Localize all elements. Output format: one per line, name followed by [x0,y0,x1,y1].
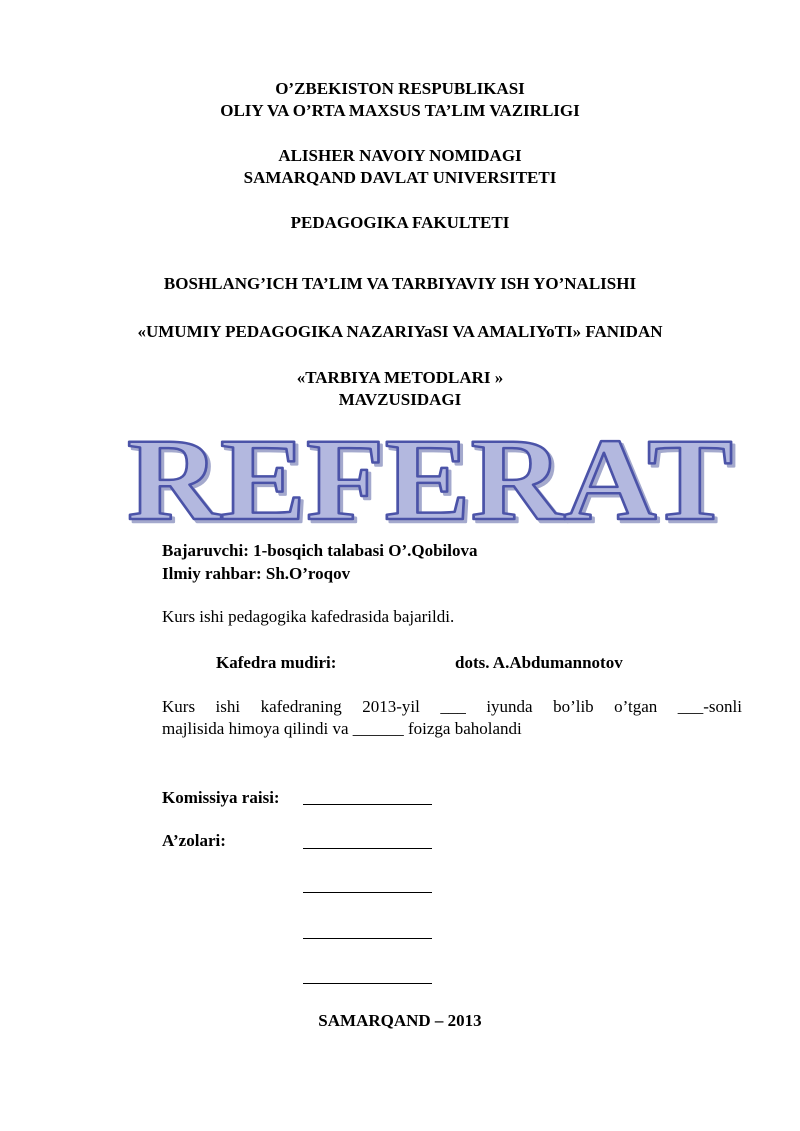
direction-heading: BOSHLANG’ICH TA’LIM VA TARBIYAVIY ISH YO’NALISHI [163,274,637,293]
topic-heading-line2: MAVZUSIDAGI [338,390,462,409]
chair-signature-line [303,804,432,805]
referat-title-art [120,420,740,530]
performer-line: Bajaruvchi: 1-bosqich talabasi O’.Qobilova [162,541,478,560]
subject-heading: «UMUMIY PEDAGOGIKA NAZARIYaSI VA AMALIYoTI» FANIDAN [137,322,663,341]
member-signature-line-4 [303,983,432,984]
department-note: Kurs ishi pedagogika kafedrasida bajarildi. [162,607,455,626]
university-heading-line2: SAMARQAND DAVLAT UNIVERSITETI [243,168,557,187]
topic-heading-line1: «TARBIYA METODLARI » [296,368,504,387]
department-head-label: Kafedra mudiri: [216,653,337,672]
commission-members-label: A’zolari: [162,831,226,850]
member-signature-line-1 [303,848,432,849]
defense-text-line2: majlisida himoya qilindi va ______ foizga baholandi [162,719,522,738]
member-signature-line-2 [303,892,432,893]
member-signature-line-3 [303,938,432,939]
ministry-heading: OLIY VA O’RTA MAXSUS TA’LIM VAZIRLIGI [220,101,580,120]
department-head-name: dots. A.Abdumannotov [455,653,623,672]
republic-heading: O’ZBEKISTON RESPUBLIKASI [275,79,525,98]
commission-chair-label: Komissiya raisi: [162,788,280,807]
faculty-heading: PEDAGOGIKA FAKULTETI [290,213,510,232]
supervisor-line: Ilmiy rahbar: Sh.O’roqov [162,564,351,583]
defense-text-line1: Kurs ishi kafedraning 2013-yil ___ iyunda bo’lib o’tgan ___-sonli [162,697,742,716]
referat-title-text: REFERAT [127,420,733,530]
place-year-footer: SAMARQAND – 2013 [318,1011,482,1030]
university-heading-line1: ALISHER NAVOIY NOMIDAGI [278,146,522,165]
